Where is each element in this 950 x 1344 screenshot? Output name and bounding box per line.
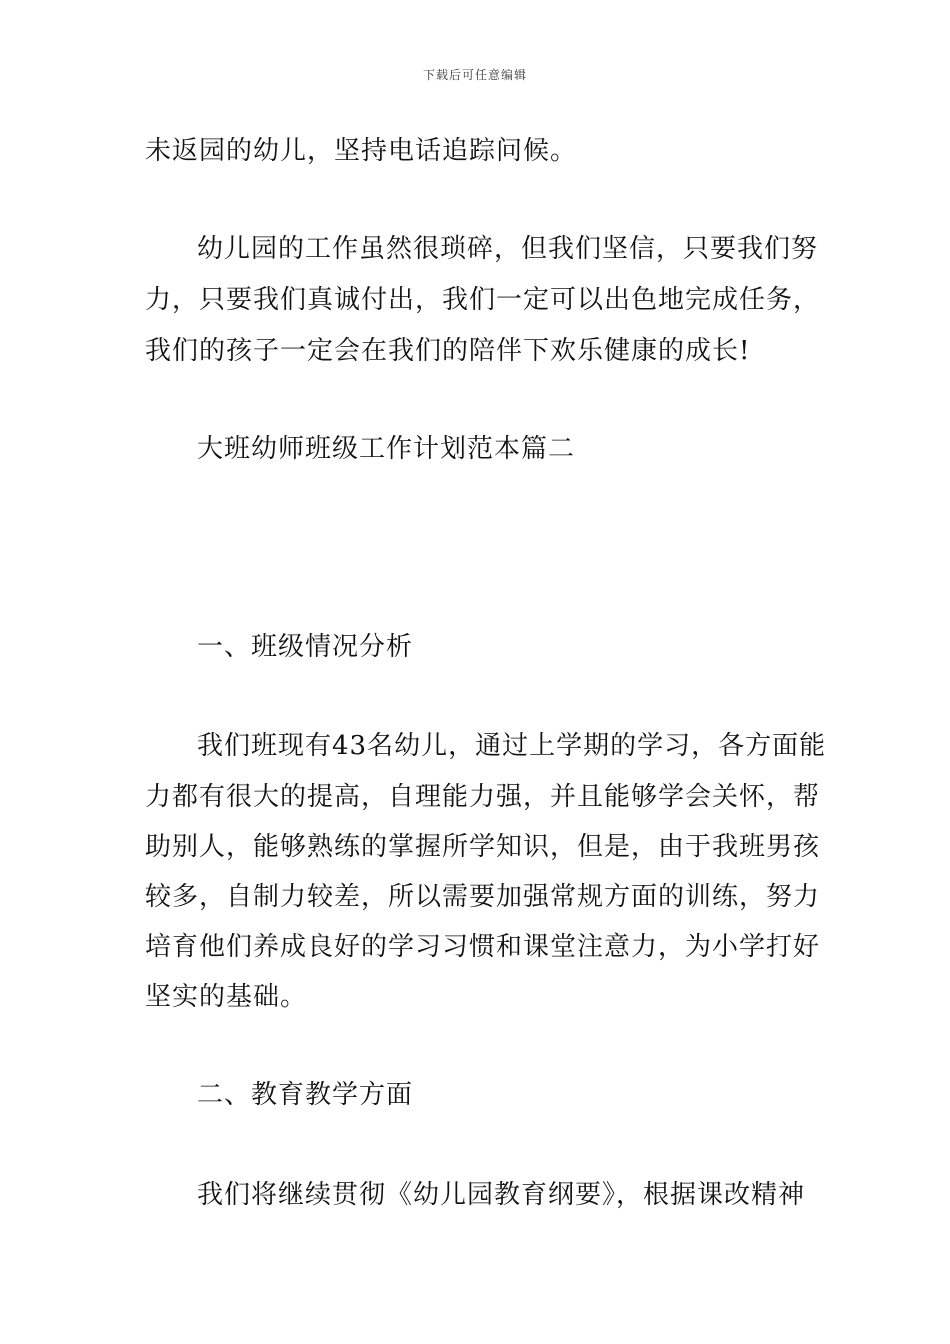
- header-note: 下载后可任意编辑: [422, 68, 527, 82]
- paragraph-line: 我们班现有43名幼儿，通过上学期的学习，各方面能: [197, 731, 827, 761]
- section-title: 大班幼师班级工作计划范本篇二: [197, 434, 576, 464]
- paragraph-line: 较多，自制力较差，所以需要加强常规方面的训练，努力: [145, 882, 821, 912]
- paragraph-line: 坚实的基础。: [145, 982, 308, 1012]
- paragraph-line: 未返园的幼儿，坚持电话追踪问候。: [145, 136, 578, 166]
- paragraph-line: 幼儿园的工作虽然很琐碎，但我们坚信，只要我们努: [197, 234, 819, 264]
- paragraph-line: 助别人，能够熟练的掌握所学知识，但是，由于我班男孩: [145, 832, 821, 862]
- paragraph-line: 我们将继续贯彻《幼儿园教育纲要》，根据课改精神: [197, 1180, 806, 1210]
- paragraph-line: 力，只要我们真诚付出，我们一定可以出色地完成任务，: [145, 285, 821, 315]
- paragraph-line: 我们的孩子一定会在我们的陪伴下欢乐健康的成长!: [145, 336, 751, 366]
- paragraph-line: 力都有很大的提高，自理能力强，并且能够学会关怀，帮: [145, 782, 821, 812]
- paragraph-line: 培育他们养成良好的学习习惯和课堂注意力，为小学打好: [145, 932, 821, 962]
- section-heading: 二、教育教学方面: [197, 1080, 414, 1110]
- section-heading: 一、班级情况分析: [197, 632, 414, 662]
